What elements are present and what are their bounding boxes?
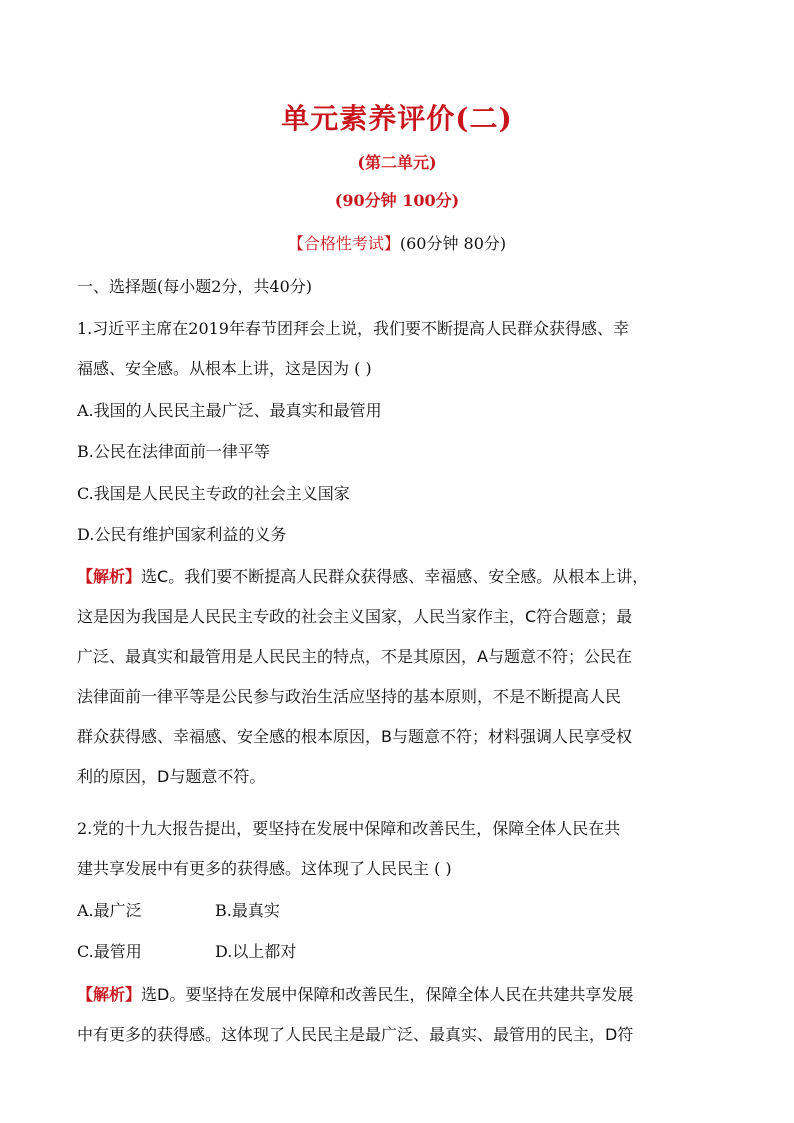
q1-option-a: A.我国的人民民主最广泛、最真实和最管用 xyxy=(77,401,382,420)
q1-analysis-line-5: 群众获得感、幸福感、安全感的根本原因，B与题意不符；材料强调人民享受权 xyxy=(77,727,632,746)
q2-analysis-line-1 xyxy=(77,982,633,1005)
q1-analysis-line-1 xyxy=(77,564,648,587)
q2-analysis-text-1: 选D。要坚持在发展中保障和改善民生，保障全体人民在共建共享发展 xyxy=(141,985,634,1004)
q2-option-c: C.最管用 xyxy=(77,942,142,961)
q1-analysis-label: 【解析】 xyxy=(77,567,142,586)
q1-analysis-line-4: 法律面前一律平等是公民参与政治生活应坚持的基本原则，不是不断提高人民 xyxy=(77,687,622,706)
q1-option-c: C.我国是人民民主专政的社会主义国家 xyxy=(77,484,350,503)
q1-option-b: B.公民在法律面前一律平等 xyxy=(77,442,270,461)
q2-stem-line-2: 建共享发展中有更多的获得感。这体现了人民民主 ( ) xyxy=(77,859,452,878)
exam-type-info: (60分钟 80分) xyxy=(399,234,507,253)
exam-type-line xyxy=(0,231,794,254)
unit-subtitle: (第二单元) xyxy=(357,153,437,172)
q1-option-d: D.公民有维护国家利益的义务 xyxy=(77,525,287,544)
q1-analysis-line-6: 利的原因，D与题意不符。 xyxy=(77,767,266,786)
section-heading: 一、选择题(每小题2分，共40分) xyxy=(77,277,313,296)
q1-stem-line-2: 福感、安全感。从根本上讲，这是因为 ( ) xyxy=(77,359,372,378)
q2-option-b: B.最真实 xyxy=(215,901,280,920)
q2-option-a: A.最广泛 xyxy=(77,901,142,920)
q1-analysis-line-3: 广泛、最真实和最管用是人民民主的特点，不是其原因，A与题意不符；公民在 xyxy=(77,647,632,666)
exam-duration: (90分钟 100分) xyxy=(334,191,460,210)
q2-analysis-label: 【解析】 xyxy=(77,985,142,1004)
q1-analysis-line-2: 这是因为我国是人民民主专政的社会主义国家，人民当家作主，C符合题意；最 xyxy=(77,607,633,626)
q2-option-d: D.以上都对 xyxy=(215,942,297,961)
q2-option-row-2 xyxy=(77,939,297,962)
page-title: 单元素养评价(二) xyxy=(281,102,513,135)
exam-type-label: 【合格性考试】 xyxy=(287,234,400,253)
q1-stem-line-1: 1.习近平主席在2019年春节团拜会上说，我们要不断提高人民群众获得感、幸 xyxy=(77,319,629,338)
q2-option-row-1 xyxy=(77,898,280,921)
q2-stem-line-1: 2.党的十九大报告提出，要坚持在发展中保障和改善民生，保障全体人民在共 xyxy=(77,819,621,838)
q2-analysis-line-2: 中有更多的获得感。这体现了人民民主是最广泛、最真实、最管用的民主，D符 xyxy=(77,1025,634,1044)
q1-analysis-text-1: 选C。我们要不断提高人民群众获得感、幸福感、安全感。从根本上讲， xyxy=(141,567,649,586)
